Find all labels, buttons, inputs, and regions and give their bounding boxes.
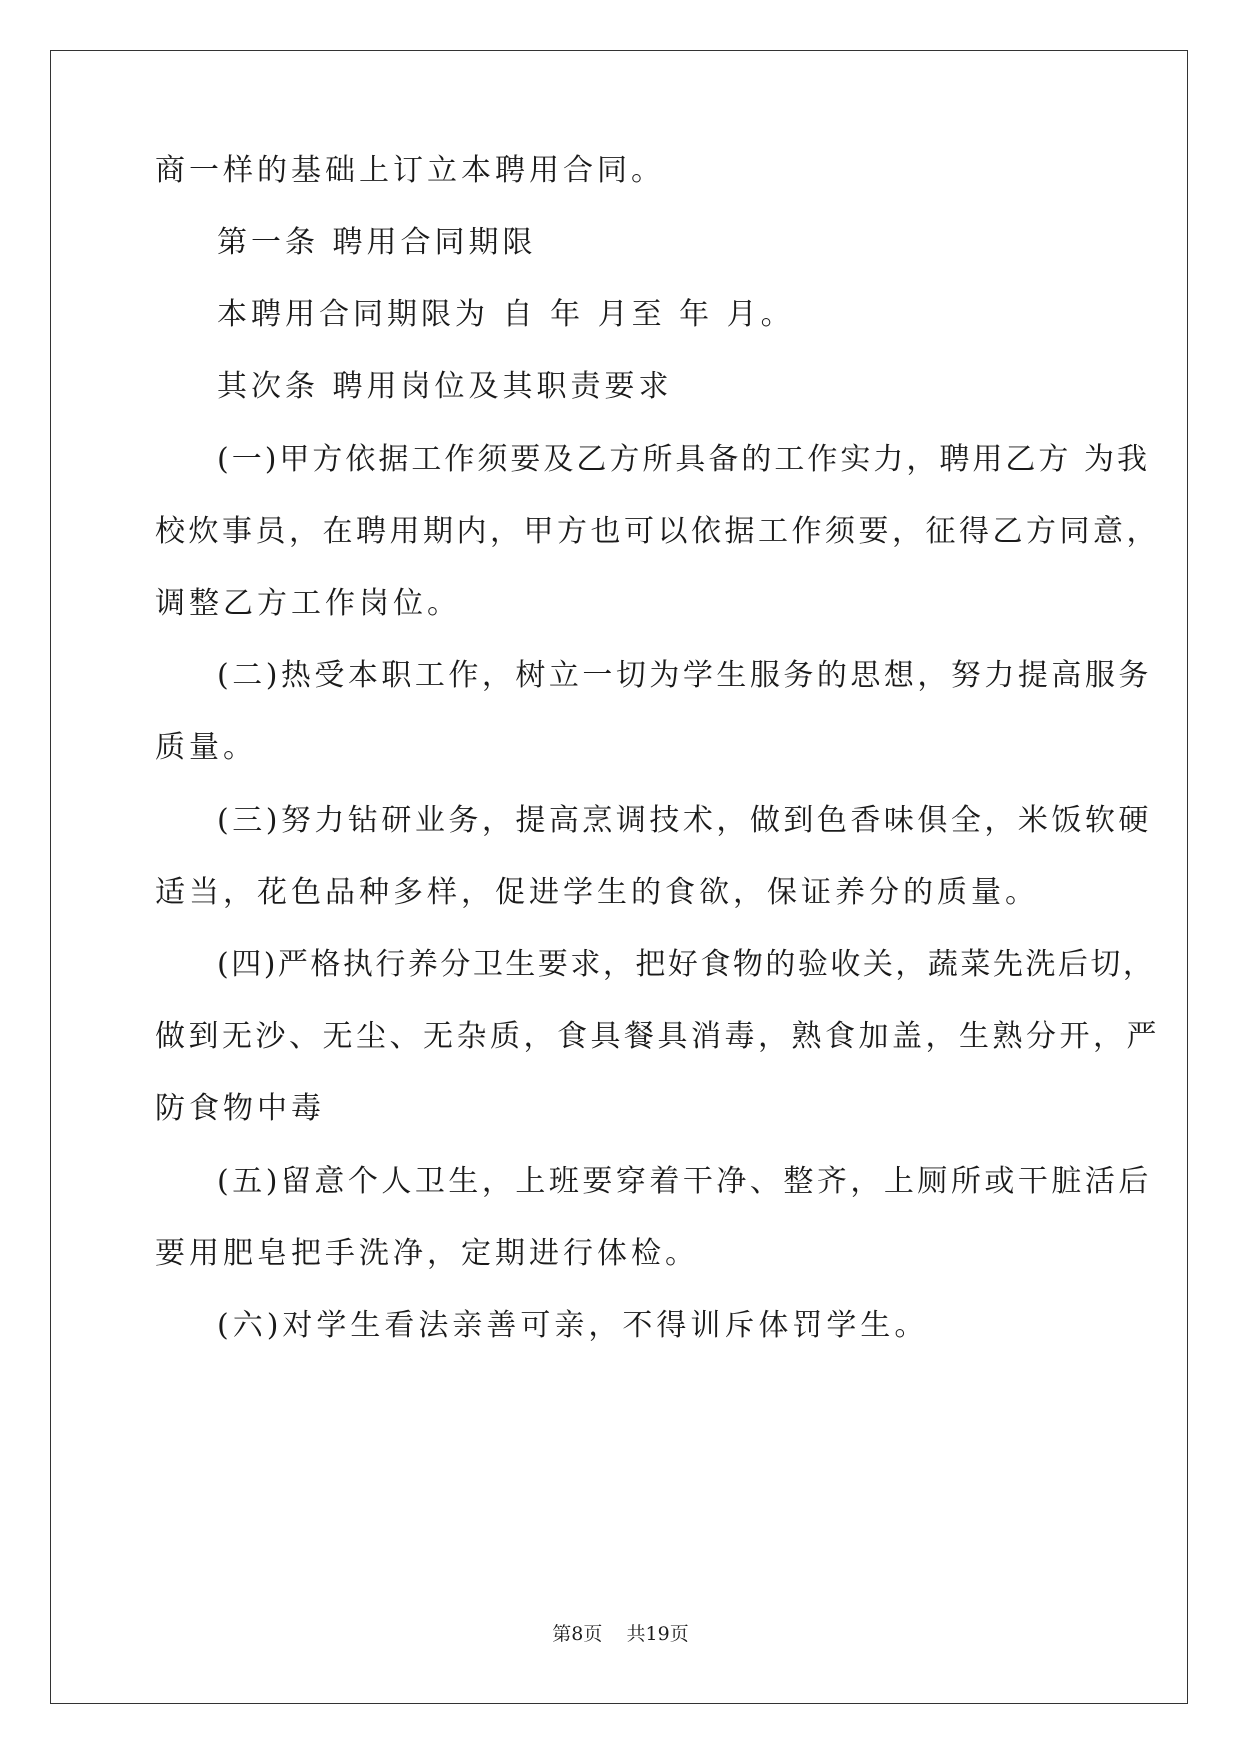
body-line: 商一样的基础上订立本聘用合同。 bbox=[155, 153, 665, 188]
body-line: 防食物中毒 bbox=[155, 1091, 325, 1126]
body-line: 质量。 bbox=[155, 730, 257, 765]
body-line: (三)努力钻研业务，提高烹调技术，做到色香味俱全，米饭软硬 bbox=[217, 803, 1152, 838]
body-line: 要用肥皂把手洗净，定期进行体检。 bbox=[155, 1236, 699, 1271]
body-line: 适当，花色品种多样，促进学生的食欲，保证养分的质量。 bbox=[155, 875, 1039, 910]
body-line: 调整乙方工作岗位。 bbox=[155, 586, 461, 621]
body-line: (四)严格执行养分卫生要求，把好食物的验收关，蔬菜先洗后切， bbox=[217, 947, 1156, 982]
article-heading: 第一条 聘用合同期限 bbox=[217, 225, 537, 260]
page-number: 第8页 共19页 bbox=[552, 1623, 689, 1645]
body-line: 校炊事员，在聘用期内，甲方也可以依据工作须要，征得乙方同意， bbox=[155, 514, 1160, 549]
body-line: 本聘用合同期限为 自 年 月至 年 月。 bbox=[217, 297, 795, 332]
article-heading: 其次条 聘用岗位及其职责要求 bbox=[217, 369, 673, 404]
page-footer bbox=[0, 1622, 1241, 1646]
body-line: (五)留意个人卫生，上班要穿着干净、整齐，上厕所或干脏活后 bbox=[217, 1164, 1152, 1199]
body-line: 做到无沙、无尘、无杂质，食具餐具消毒，熟食加盖，生熟分开，严 bbox=[155, 1019, 1160, 1054]
body-line: (二)热受本职工作，树立一切为学生服务的思想，努力提高服务 bbox=[217, 658, 1152, 693]
body-line: (一)甲方依据工作须要及乙方所具备的工作实力，聘用乙方 为我 bbox=[217, 442, 1150, 477]
body-line: (六)对学生看法亲善可亲，不得训斥体罚学生。 bbox=[217, 1308, 929, 1343]
